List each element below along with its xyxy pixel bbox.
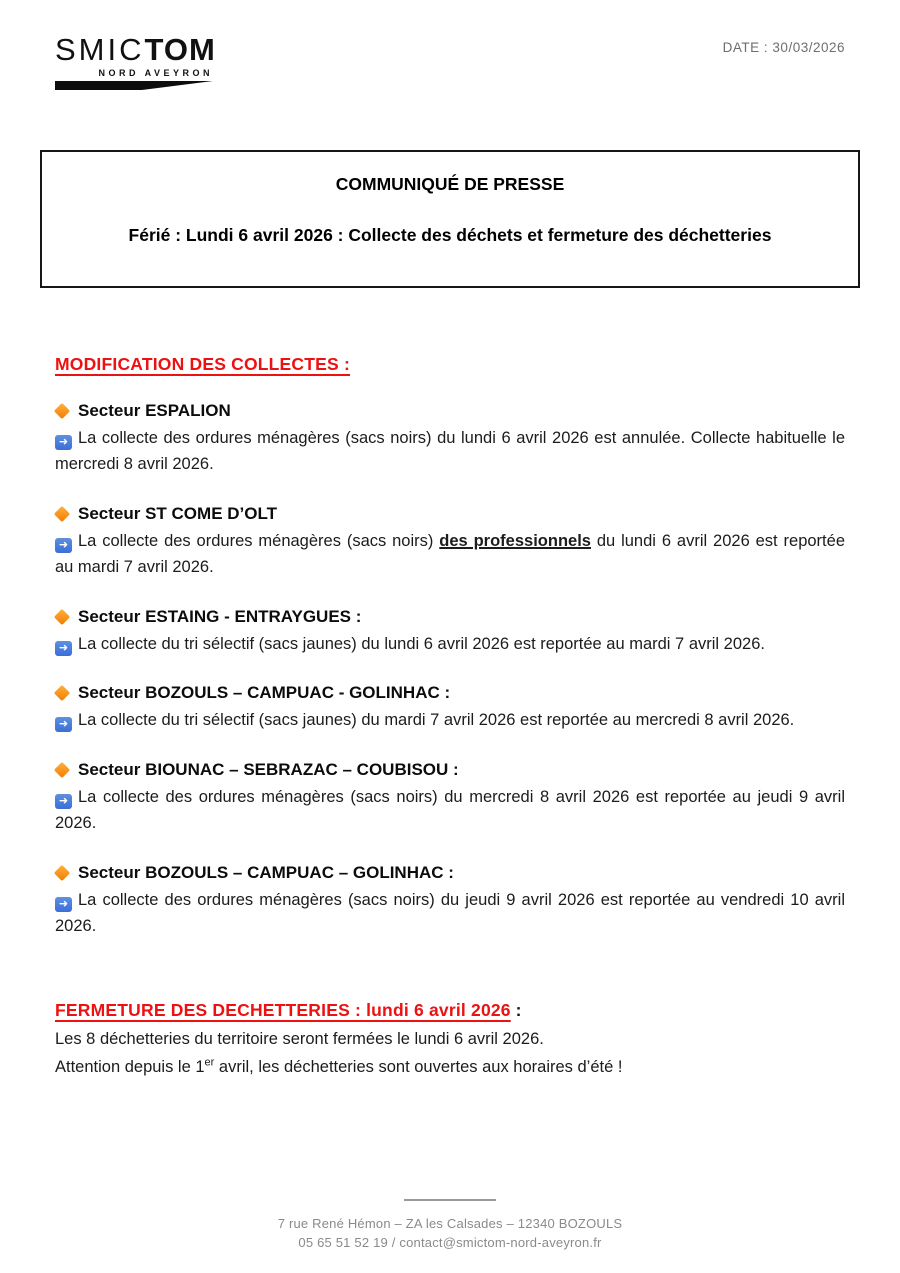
blue-right-arrow-icon: ➜ [55,794,72,809]
press-release-subtitle: Férié : Lundi 6 avril 2026 : Collecte des déchets et fermeture des déchetteries [128,225,772,245]
section-heading [55,401,845,421]
section-text-post: du lundi 6 avril 2026 est reportée au mardi 7 avril 2026. [55,531,845,576]
section-heading [55,607,845,627]
fermeture-line2-sup: er [204,1056,215,1069]
fermeture-block [55,996,845,1081]
section-heading [55,504,845,524]
logo-subtitle: NORD AVEYRON [98,68,213,78]
section-body [55,529,845,581]
orange-diamond-icon [54,403,70,419]
orange-diamond-icon [54,865,70,881]
section-body [55,888,845,940]
logo-text-tom: TOM [144,32,216,67]
section-title: Secteur ESTAING - ENTRAYGUES : [78,606,362,626]
section-st-come-dolt [55,504,845,581]
section-heading [55,683,845,703]
blue-right-arrow-icon: ➜ [55,435,72,450]
fermeture-heading [55,996,845,1024]
section-text: La collecte des ordures ménagères (sacs noirs) du mercredi 8 avril 2026 est reportée au jeudi 9 avril 2026. [55,788,845,833]
section-body [55,632,845,658]
fermeture-line2-post: avril, les déchetteries sont ouvertes aux horaires d’été ! [214,1058,623,1077]
blue-right-arrow-icon: ➜ [55,538,72,553]
section-espalion [55,401,845,478]
footer-address: 7 rue René Hémon – ZA les Calsades – 12340 BOZOULS [277,1216,623,1232]
fermeture-heading-suffix: : [510,999,522,1020]
fermeture-line2 [55,1054,845,1080]
fermeture-heading-red: FERMETURE DES DECHETTERIES : lundi 6 avril 2026 [55,999,511,1020]
section-text: La collecte du tri sélectif (sacs jaunes) du lundi 6 avril 2026 est reportée au mardi 7 avril 2026. [78,634,765,653]
fermeture-line2-pre: Attention depuis le 1 [55,1058,205,1077]
press-release-title: COMMUNIQUÉ DE PRESSE [335,174,565,194]
section-estaing-entraygues [55,607,845,658]
footer-contact: 05 65 51 52 19 / contact@smictom-nord-aveyron.fr [298,1235,602,1251]
footer-divider [404,1199,496,1201]
section-biounac-sebrazac-coubisou [55,760,845,837]
logo-wedge-icon [55,81,213,90]
section-text-emphasis: des professionnels [439,531,591,550]
section-text: La collecte des ordures ménagères (sacs noirs) du lundi 6 avril 2026 est annulée. Collecte habituelle le mercredi 8 avril 2026. [55,429,845,473]
section-bozouls-campuac-golinhac-tri [55,683,845,734]
logo-text-smic: SMIC [55,32,145,67]
orange-diamond-icon [54,608,70,624]
header [55,34,845,90]
title-box [40,150,860,288]
section-text: La collecte des ordures ménagères (sacs noirs) du jeudi 9 avril 2026 est reportée au vendredi 10 avril 2026. [55,891,845,936]
section-title: Secteur BIOUNAC – SEBRAZAC – COUBISOU : [78,760,459,780]
orange-diamond-icon [54,762,70,778]
section-heading [55,760,845,780]
section-body [55,426,845,478]
section-body [55,708,845,734]
document-date: DATE : 30/03/2026 [722,40,845,55]
smictom-logo [55,34,216,90]
orange-diamond-icon [54,685,70,701]
section-bozouls-campuac-golinhac-om [55,863,845,940]
section-text-pre: La collecte des ordures ménagères (sacs noirs) [78,531,440,550]
fermeture-line1: Les 8 déchetteries du territoire seront fermées le lundi 6 avril 2026. [55,1029,544,1048]
section-title: Secteur ESPALION [78,401,231,420]
section-title: Secteur BOZOULS – CAMPUAC - GOLINHAC : [78,683,451,703]
footer [55,1199,845,1253]
section-text: La collecte du tri sélectif (sacs jaunes) du mardi 7 avril 2026 est reportée au mercredi 8 avril 2026. [78,711,795,730]
logo-wordmark [55,34,216,65]
section-title: Secteur ST COME D’OLT [78,503,277,523]
section-body [55,785,845,837]
section-title: Secteur BOZOULS – CAMPUAC – GOLINHAC : [78,863,454,883]
collectes-heading: MODIFICATION DES COLLECTES : [55,354,350,374]
orange-diamond-icon [54,506,70,522]
section-heading [55,863,845,883]
blue-right-arrow-icon: ➜ [55,717,72,732]
blue-right-arrow-icon: ➜ [55,641,72,656]
blue-right-arrow-icon: ➜ [55,897,72,912]
